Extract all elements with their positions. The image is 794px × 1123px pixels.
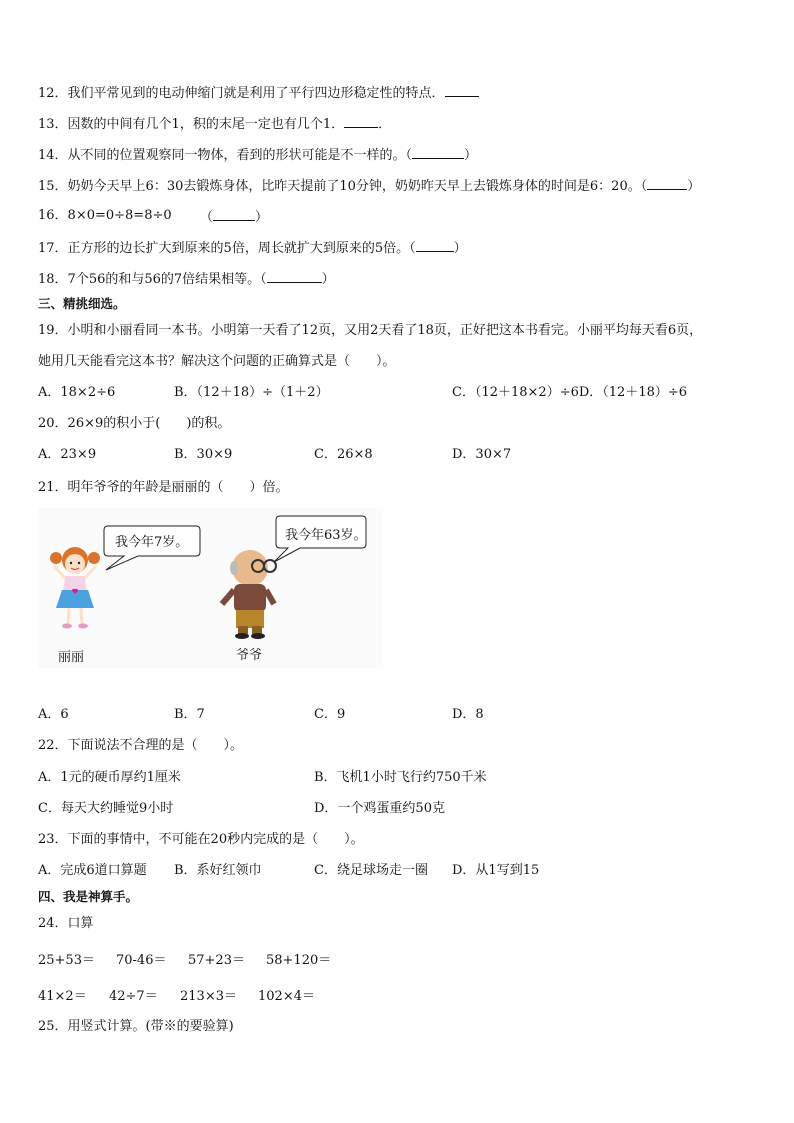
- q20-option-b[interactable]: B．30×9: [174, 447, 233, 462]
- question-13: 13．因数的中间有几个1，积的末尾一定也有几个1． ．: [38, 117, 392, 132]
- question-25: 25．用竖式计算。(带※的要验算): [38, 1019, 234, 1034]
- question-17: 17．正方形的边长扩大到原来的5倍，周长就扩大到原来的5倍。（ ）: [38, 241, 467, 256]
- question-19-line-1: 19．小明和小丽看同一本书。小明第一天看了12页，又用2天看了18页，正好把这本书看完。小丽平均每天看6页，: [38, 323, 703, 338]
- section-4-heading: 四、我是神算手。: [38, 889, 139, 904]
- oral-calc-item: 25+53＝: [38, 953, 95, 968]
- oral-calc-item: 102×4＝: [258, 989, 315, 1004]
- q22-option-c[interactable]: C．每天大约睡觉9小时: [38, 801, 174, 816]
- question-19-line-2: 她用几天能看完这本书？解决这个问题的正确算式是（ ）。: [38, 354, 396, 369]
- question-12: 12．我们平常见到的电动伸缩门就是利用了平行四边形稳定性的特点．: [38, 84, 479, 102]
- answer-blank[interactable]: [412, 146, 464, 159]
- question-20: 20．26×9的积小于( )的积。: [38, 416, 231, 431]
- answer-blank[interactable]: [213, 208, 255, 221]
- q23-option-a[interactable]: A．完成6道口算题: [38, 863, 147, 878]
- section-3-heading: 三、精挑细选。: [38, 296, 126, 311]
- q22-option-d[interactable]: D．一个鸡蛋重约50克: [314, 801, 445, 816]
- q19-option-a[interactable]: A．18×2÷6: [38, 385, 116, 400]
- grandpa-caption: 爷爷: [236, 648, 263, 663]
- q22-option-a[interactable]: A．1元的硬币厚约1厘米: [38, 770, 181, 785]
- question-22: 22．下面说法不合理的是（ ）。: [38, 738, 244, 753]
- q22-option-b[interactable]: B．飞机1小时飞行约750千米: [314, 770, 487, 785]
- oral-calc-item: 42÷7＝: [109, 989, 158, 1004]
- age-illustration: [38, 508, 383, 668]
- girl-speech-text: 我今年7岁。: [115, 535, 189, 550]
- oral-calc-item: 70-46＝: [116, 953, 167, 968]
- q21-option-c[interactable]: C．9: [314, 707, 346, 722]
- question-15: 15．奶奶今天早上6：30去锻炼身体，比昨天提前了10分钟，奶奶昨天早上去锻炼身体的时间是6：20。（ ）: [38, 179, 701, 194]
- question-23: 23．下面的事情中，不可能在20秒内完成的是（ ）。: [38, 832, 364, 847]
- grandpa-speech-text: 我今年63岁。: [285, 528, 367, 543]
- oral-calc-item: 58+120＝: [266, 953, 332, 968]
- question-24: 24．口算: [38, 916, 94, 931]
- q19-option-b[interactable]: B．（12＋18）÷（1＋2）: [174, 385, 329, 400]
- answer-blank[interactable]: [445, 84, 479, 97]
- oral-calc-item: 57+23＝: [188, 953, 245, 968]
- answer-blank[interactable]: [267, 270, 322, 283]
- q23-option-b[interactable]: B．系好红领巾: [174, 863, 262, 878]
- question-18: 18．7个56的和与56的7倍结果相等。（ ）: [38, 272, 335, 287]
- q23-option-d[interactable]: D．从1写到15: [452, 863, 540, 878]
- q21-option-b[interactable]: B．7: [174, 707, 205, 722]
- q21-option-d[interactable]: D．8: [452, 707, 484, 722]
- question-14: 14．从不同的位置观察同一物体，看到的形状可能是不一样的。（ ）: [38, 148, 478, 163]
- q20-option-a[interactable]: A．23×9: [38, 447, 97, 462]
- q20-option-d[interactable]: D．30×7: [452, 447, 512, 462]
- question-16: 16．8×0=0÷8=8÷0: [38, 208, 172, 223]
- q19-option-c-d[interactable]: C．（12＋18×2）÷6D．（12＋18）÷6: [452, 385, 688, 400]
- question-16-answer: （ ）: [200, 210, 269, 225]
- question-21: 21．明年爷爷的年龄是丽丽的（ ）倍。: [38, 480, 289, 495]
- answer-blank[interactable]: [344, 115, 378, 128]
- oral-calc-item: 213×3＝: [180, 989, 237, 1004]
- q23-option-c[interactable]: C．绕足球场走一圈: [314, 863, 428, 878]
- girl-caption: 丽丽: [58, 650, 85, 665]
- oral-calc-item: 41×2＝: [38, 989, 87, 1004]
- answer-blank[interactable]: [647, 177, 687, 190]
- answer-blank[interactable]: [416, 239, 454, 252]
- q21-option-a[interactable]: A．6: [38, 707, 69, 722]
- q20-option-c[interactable]: C．26×8: [314, 447, 373, 462]
